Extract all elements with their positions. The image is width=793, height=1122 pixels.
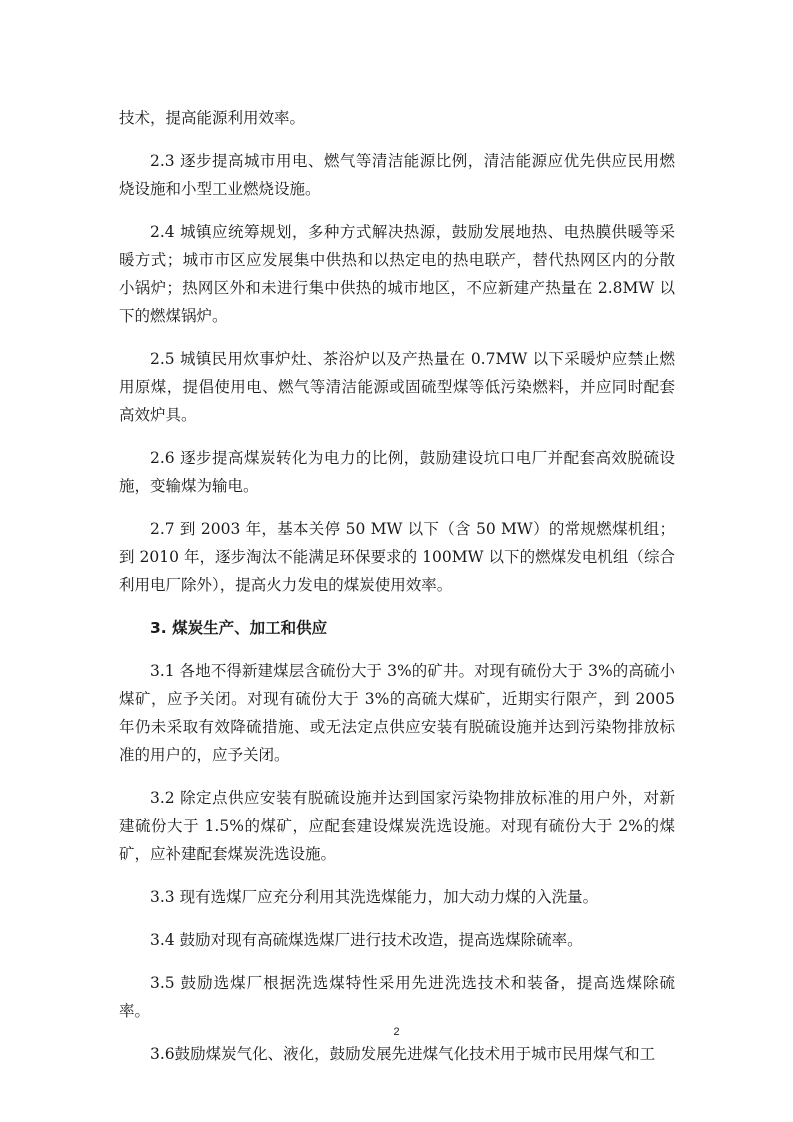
paragraph-text: 逐步提高城市用电、燃气等清洁能源比例，清洁能源应优先供应民用燃烧设施和小型工业燃烧设施。 — [119, 152, 675, 198]
paragraph-text: 技术，提高能源利用效率。 — [119, 109, 306, 127]
paragraph-text: 除定点供应安装有脱硫设施并达到国家污染物排放标准的用户外，对新建硫份大于 1.5%的煤矿，应配套建设煤炭洗选设施。对现有硫份大于 2%的煤矿，应补建配套煤炭洗选设施。 — [119, 789, 675, 863]
paragraph-text: 城镇民用炊事炉灶、茶浴炉以及产热量在 0.7MW 以下采暖炉应禁止燃用原煤，提倡使用电、燃气等清洁能源或固硫型煤等低污染燃料，并应同时配套高效炉具。 — [119, 350, 675, 424]
paragraph-3-6 — [119, 1040, 675, 1068]
paragraph-2-7 — [119, 515, 675, 599]
section-heading-3: 3. 煤炭生产、加工和供应 — [150, 619, 328, 637]
document-body — [119, 104, 675, 1083]
paragraph-text: 鼓励对现有高硫煤选煤厂进行技术改造，提高选煤除硫率。 — [179, 931, 583, 949]
paragraph-continuation — [119, 104, 675, 132]
paragraph-3-3 — [119, 883, 675, 911]
paragraph-2-4 — [119, 218, 675, 330]
paragraph-text: 鼓励选煤厂根据洗选煤特性采用先进洗选技术和装备，提高选煤除硫率。 — [119, 974, 675, 1020]
paragraph-text: 鼓励煤炭气化、液化，鼓励发展先进煤气化技术用于城市民用煤气和工 — [174, 1045, 656, 1063]
paragraph-number: 3.6 — [150, 1045, 175, 1063]
paragraph-text: 现有选煤厂应充分利用其洗选煤能力，加大动力煤的入洗量。 — [179, 888, 599, 906]
paragraph-2-5 — [119, 345, 675, 429]
page-number: 2 — [393, 1026, 400, 1038]
paragraph-text: 各地不得新建煤层含硫份大于 3%的矿井。对现有硫份大于 3%的高硫小煤矿，应予关闭。对现有硫份大于 3%的高硫大煤矿，近期实行限产，到 2005 年仍未采取有效降硫措施、或无法定点供应安装有脱硫设施并达到污染物排放标准的用户的，应予关闭。 — [119, 662, 675, 764]
paragraph-number: 3.5 — [150, 974, 175, 992]
paragraph-number: 3.4 — [150, 931, 175, 949]
paragraph-3-1 — [119, 657, 675, 769]
paragraph-3-4 — [119, 926, 675, 954]
paragraph-number: 2.6 — [150, 449, 175, 467]
paragraph-number: 2.7 — [150, 520, 175, 538]
paragraph-number: 2.4 — [150, 223, 175, 241]
paragraph-number: 2.5 — [150, 350, 175, 368]
paragraph-text: 逐步提高煤炭转化为电力的比例，鼓励建设坑口电厂并配套高效脱硫设施，变输煤为输电。 — [119, 449, 675, 495]
paragraph-2-3 — [119, 147, 675, 203]
paragraph-text: 到 2003 年，基本关停 50 MW 以下（含 50 MW）的常规燃煤机组；到 2010 年，逐步淘汰不能满足环保要求的 100MW 以下的燃煤发电机组（综合利用电厂除外），提高火力发电的煤炭使用效率。 — [119, 520, 675, 594]
paragraph-text: 城镇应统筹规划，多种方式解决热源，鼓励发展地热、电热膜供暖等采暖方式；城市市区应发展集中供热和以热定电的热电联产，替代热网区内的分散小锅炉；热网区外和未进行集中供热的城市地区，不应新建产热量在 2.8MW 以下的燃煤锅炉。 — [119, 223, 675, 325]
paragraph-number: 3.2 — [150, 789, 175, 807]
paragraph-number: 3.1 — [150, 662, 175, 680]
paragraph-number: 2.3 — [150, 152, 175, 170]
paragraph-number: 3.3 — [150, 888, 175, 906]
paragraph-3-5 — [119, 969, 675, 1025]
paragraph-3-2 — [119, 784, 675, 868]
paragraph-2-6 — [119, 444, 675, 500]
